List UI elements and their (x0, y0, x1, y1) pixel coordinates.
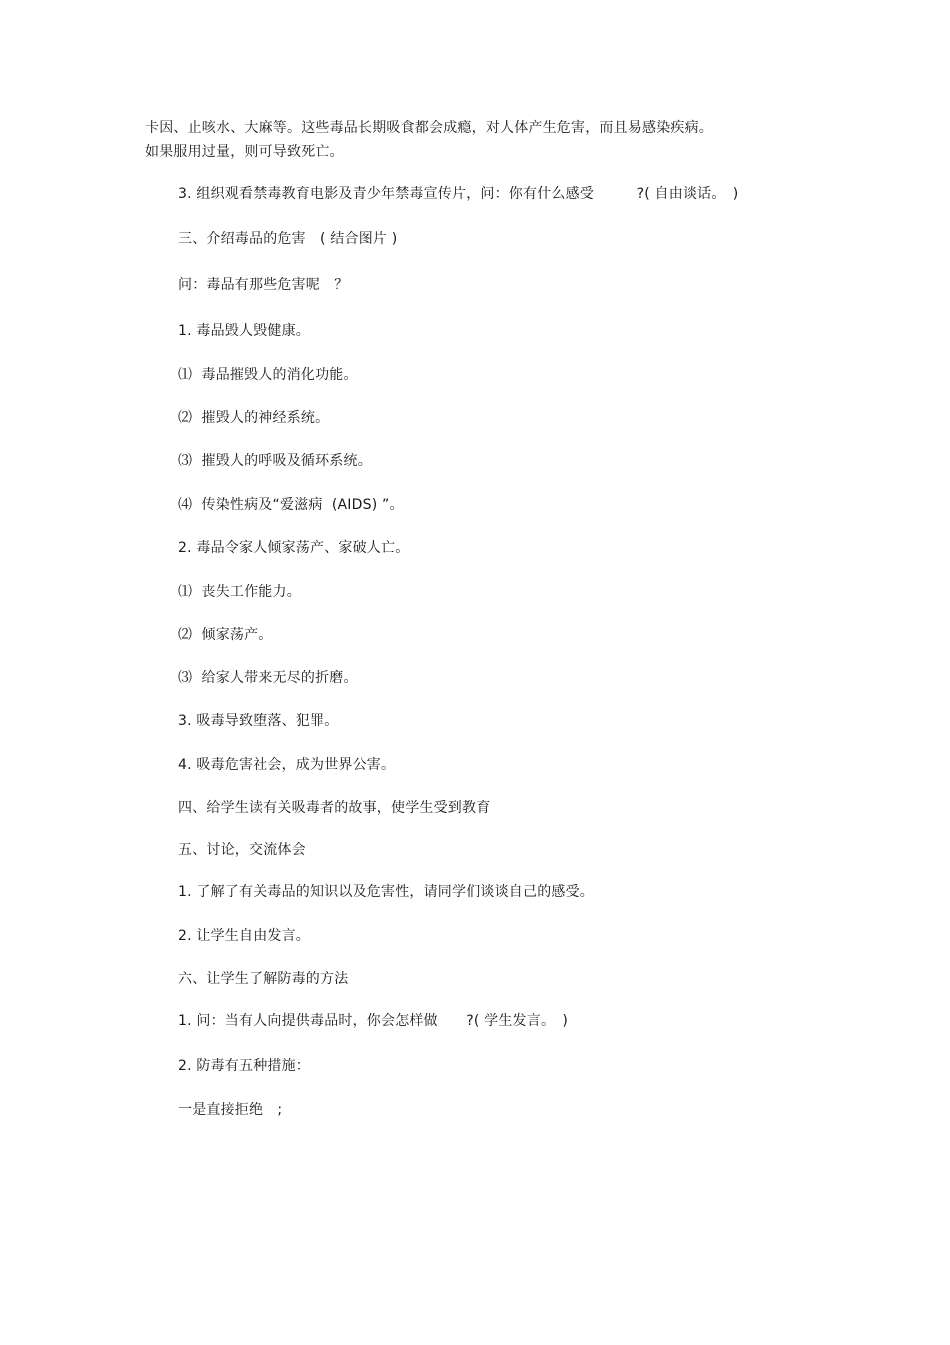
item-crime: 3. 吸毒导致堕落、犯罪。 (178, 713, 339, 729)
item-question-offer: 1. 问：当有人向提供毒品时，你会怎样做 ?( 学生发言。 ) (178, 1013, 569, 1029)
measure-refuse: 一是直接拒绝 ; (178, 1102, 283, 1118)
sub-item-respiratory: ⑶ 摧毁人的呼吸及循环系统。 (178, 453, 372, 469)
section-heading-story: 四、给学生读有关吸毒者的故事，使学生受到教育 (178, 800, 491, 816)
sub-item-nervous: ⑵ 摧毁人的神经系统。 (178, 410, 330, 426)
sub-item-bankrupt: ⑵ 倾家荡产。 (178, 627, 273, 643)
item-knowledge: 1. 了解了有关毒品的知识以及危害性，请同学们谈谈自己的感受。 (178, 884, 595, 900)
item-family: 2. 毒品令家人倾家荡产、家破人亡。 (178, 540, 410, 556)
sub-item-digestive: ⑴ 毒品摧毁人的消化功能。 (178, 367, 358, 383)
item-free-speech: 2. 让学生自由发言。 (178, 928, 311, 944)
sub-item-work: ⑴ 丧失工作能力。 (178, 584, 301, 600)
section-heading-prevention: 六、让学生了解防毒的方法 (178, 971, 349, 987)
section-heading-discussion: 五、讨论，交流体会 (178, 842, 306, 858)
item-society: 4. 吸毒危害社会，成为世界公害。 (178, 757, 396, 773)
section-heading-harms: 三、介绍毒品的危害 ( 结合图片 ) (178, 231, 398, 247)
item-health: 1. 毒品毁人毁健康。 (178, 323, 311, 339)
sub-item-torment: ⑶ 给家人带来无尽的折磨。 (178, 670, 358, 686)
intro-line-2: 如果服用过量，则可导致死亡。 (145, 144, 344, 160)
item-five-measures: 2. 防毒有五种措施： (178, 1058, 311, 1074)
item-watch-film: 3. 组织观看禁毒教育电影及青少年禁毒宣传片，问：你有什么感受 ?( 自由谈话。 ) (178, 186, 739, 202)
sub-item-aids: ⑷ 传染性病及“爱滋病 (AIDS) ”。 (178, 497, 404, 513)
question-harms: 问：毒品有那些危害呢 ？ (178, 277, 349, 293)
intro-line-1: 卡因、止咳水、大麻等。这些毒品长期吸食都会成瘾，对人体产生危害，而且易感染疾病。 (145, 120, 713, 136)
